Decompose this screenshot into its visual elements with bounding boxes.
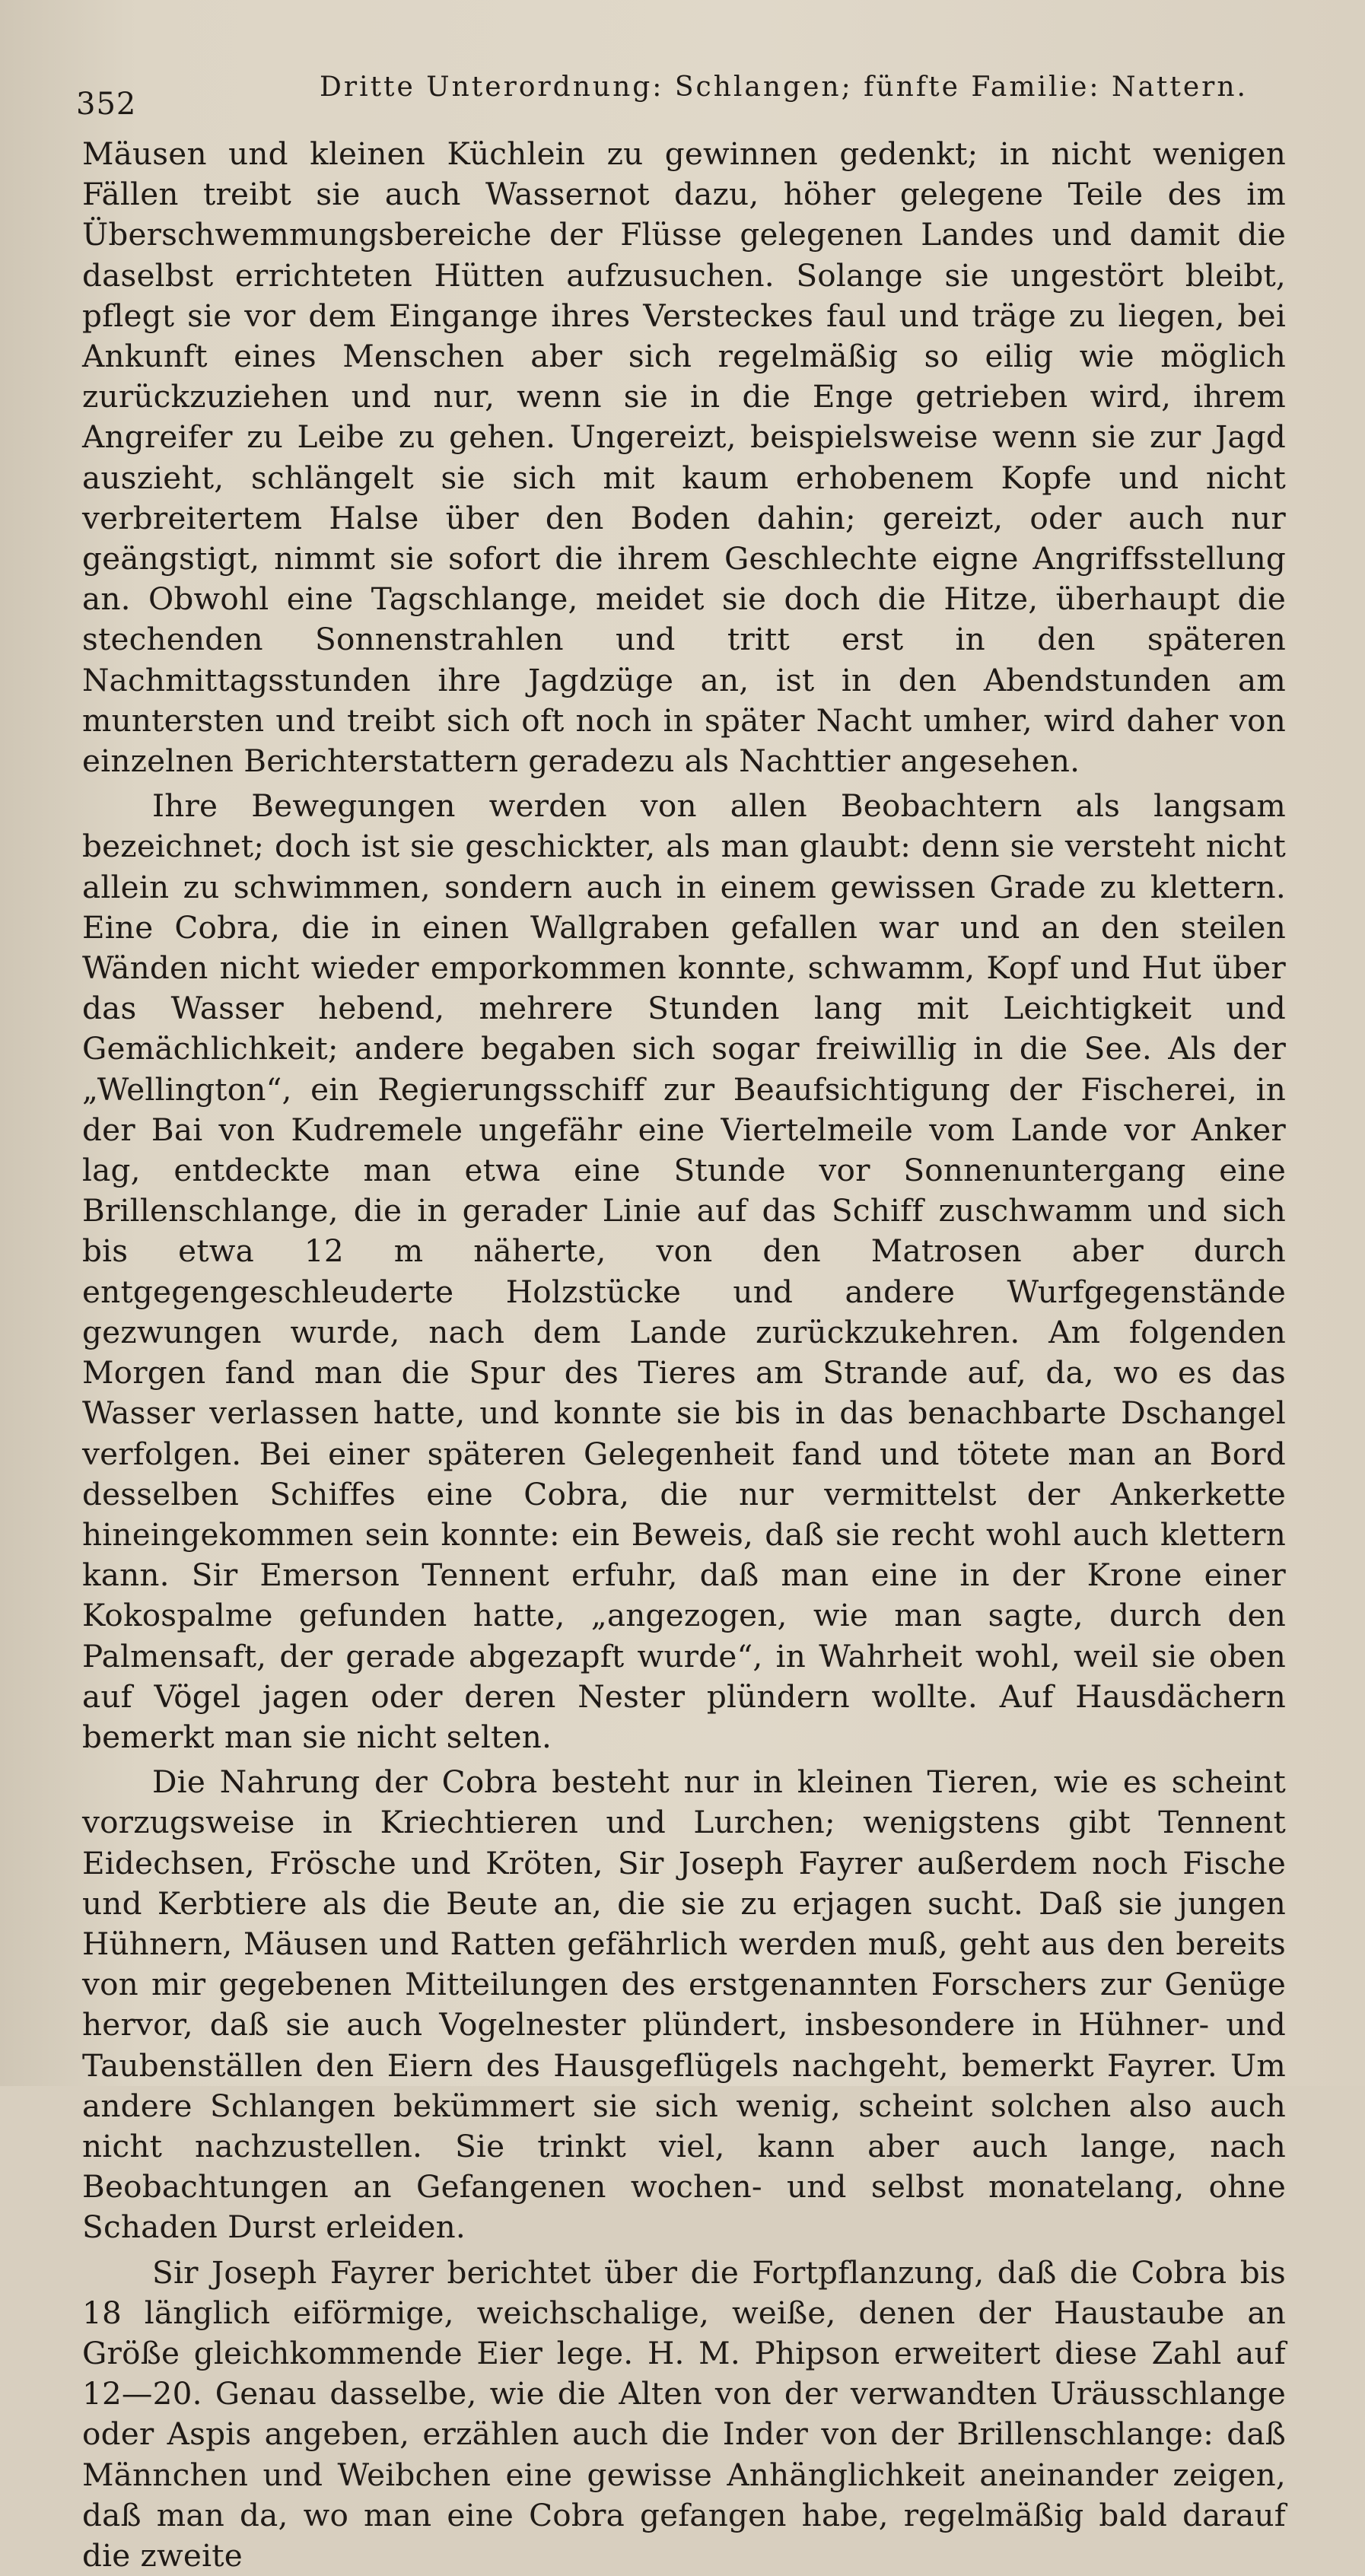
paragraph: Die Nahrung der Cobra besteht nur in kleinen Tieren, wie es scheint vorzugsweise in Kriechtieren und Lurchen; wenigstens gibt Tennent Eidechsen, Frösche und Kröten, Sir Joseph Fayrer außerdem noch Fische und Kerbtiere als die Beute an, die sie zu erjagen sucht. Daß sie jungen Hühnern, Mäusen und Ratten gefährlich werden muß, geht aus den bereits von mir gegebenen Mitteilungen des erstgenannten Forschers zur Genüge hervor, daß sie auch Vogelnester plündert, insbesondere in Hühner- und Taubenställen den Eiern des Hausgeflügels nachgeht, bemerkt Fayrer. Um andere Schlangen bekümmert sie sich wenig, scheint solchen also auch nicht nachzustellen. Sie trinkt viel, kann aber auch lange, nach Beobachtungen an Gefangenen wochen- und selbst monatelang, ohne Schaden Durst erleiden. — [82, 1763, 1286, 2246]
page-number: 352 — [76, 87, 137, 122]
paragraph: Mäusen und kleinen Küchlein zu gewinnen gedenkt; in nicht wenigen Fällen treibt sie auch Wassernot dazu, höher gelegene Teile des im Überschwemmungsbereiche der Flüsse gelegenen Landes und damit die daselbst errichteten Hütten aufzusuchen. Solange sie ungestört bleibt, pflegt sie vor dem Eingange ihres Versteckes faul und träge zu liegen, bei Ankunft eines Menschen aber sich regelmäßig so eilig wie möglich zurückzuziehen und nur, wenn sie in die Enge getrieben wird, ihrem Angreifer zu Leibe zu gehen. Ungereizt, beispielsweise wenn sie zur Jagd auszieht, schlängelt sie sich mit kaum erhobenem Kopfe und nicht verbreitertem Halse über den Boden dahin; gereizt, oder auch nur geängstigt, nimmt sie sofort die ihrem Geschlechte eigne Angriffsstellung an. Obwohl eine Tagschlange, meidet sie doch die Hitze, überhaupt die stechenden Sonnenstrahlen und tritt erst in den späteren Nachmittagsstunden ihre Jagdzüge an, ist in den Abendstunden am muntersten und treibt sich oft noch in später Nacht umher, wird daher von einzelnen Berichterstattern geradezu als Nachttier angesehen. — [82, 135, 1286, 780]
paragraph: Ihre Bewegungen werden von allen Beobachtern als langsam bezeichnet; doch ist sie geschickter, als man glaubt: denn sie versteht nicht allein zu schwimmen, sondern auch in einem gewissen Grade zu klettern. Eine Cobra, die in einen Wallgraben gefallen war und an den steilen Wänden nicht wieder emporkommen konnte, schwamm, Kopf und Hut über das Wasser hebend, mehrere Stunden lang mit Leichtigkeit und Gemächlichkeit; andere begaben sich sogar freiwillig in die See. Als der „Wellington“, ein Regierungsschiff zur Beaufsichtigung der Fischerei, in der Bai von Kudremele ungefähr eine Viertelmeile vom Lande vor Anker lag, entdeckte man etwa eine Stunde vor Sonnenuntergang eine Brillenschlange, die in gerader Linie auf das Schiff zuschwamm und sich bis etwa 12 m näherte, von den Matrosen aber durch entgegengeschleuderte Holzstücke und andere Wurfgegenstände gezwungen wurde, nach dem Lande zurückzukehren. Am folgenden Morgen fand man die Spur des Tieres am Strande auf, da, wo es das Wasser verlassen hatte, und konnte sie bis in das benachbarte Dschangel verfolgen. Bei einer späteren Gelegenheit fand und tötete man an Bord desselben Schiffes eine Cobra, die nur vermittelst der Ankerkette hineingekommen sein konnte: ein Beweis, daß sie recht wohl auch klettern kann. Sir Emerson Tennent erfuhr, daß man eine in der Krone einer Kokospalme gefunden hatte, „angezogen, wie man sagte, durch den Palmensaft, der gerade abgezapft wurde“, in Wahrheit wohl, weil sie oben auf Vögel jagen oder deren Nester plündern wollte. Auf Hausdächern bemerkt man sie nicht selten. — [82, 787, 1286, 1755]
running-head: Dritte Unterordnung: Schlangen; fünfte Familie: Nattern. — [320, 72, 1248, 103]
body-text — [82, 134, 1286, 2576]
page-header — [76, 72, 1293, 122]
paragraph: Sir Joseph Fayrer berichtet über die Fortpflanzung, daß die Cobra bis 18 länglich eiförmige, weichschalige, weiße, denen der Haustaube an Größe gleichkommende Eier lege. H. M. Phipson erweitert diese Zahl auf 12—20. Genau dasselbe, wie die Alten von der verwandten Uräusschlange oder Aspis angeben, erzählen auch die Inder von der Brillenschlange: daß Männchen und Weibchen eine gewisse Anhänglichkeit aneinander zeigen, daß man da, wo man eine Cobra gefangen habe, regelmäßig bald darauf die zweite — [82, 2253, 1286, 2574]
